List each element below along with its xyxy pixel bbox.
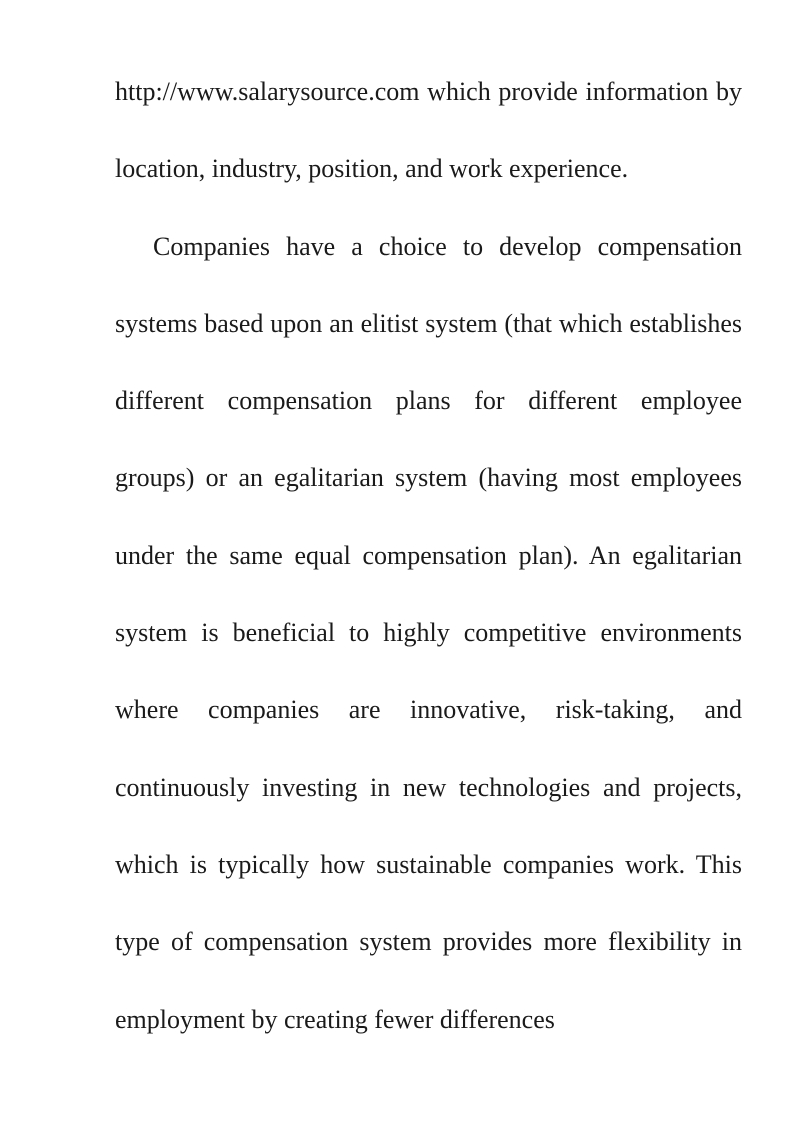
paragraph-continuation: http://www.salarysource.com which provide information by location, industry, position, and work experience. <box>115 77 742 184</box>
paragraph-compensation-systems: Companies have a choice to develop compensation systems based upon an elitist system (that which establishes different compensation plans for different employee groups) or an egalitarian system (having most employees under the same equal compensation plan). An egalitarian system is beneficial to highly competitive environments where companies are innovative, risk-taking, and continuously investing in new technologies and projects, which is typically how sustainable companies work. This type of compensation system provides more flexibility in employment by creating fewer differences <box>115 231 742 1034</box>
body-text <box>115 53 742 1058</box>
